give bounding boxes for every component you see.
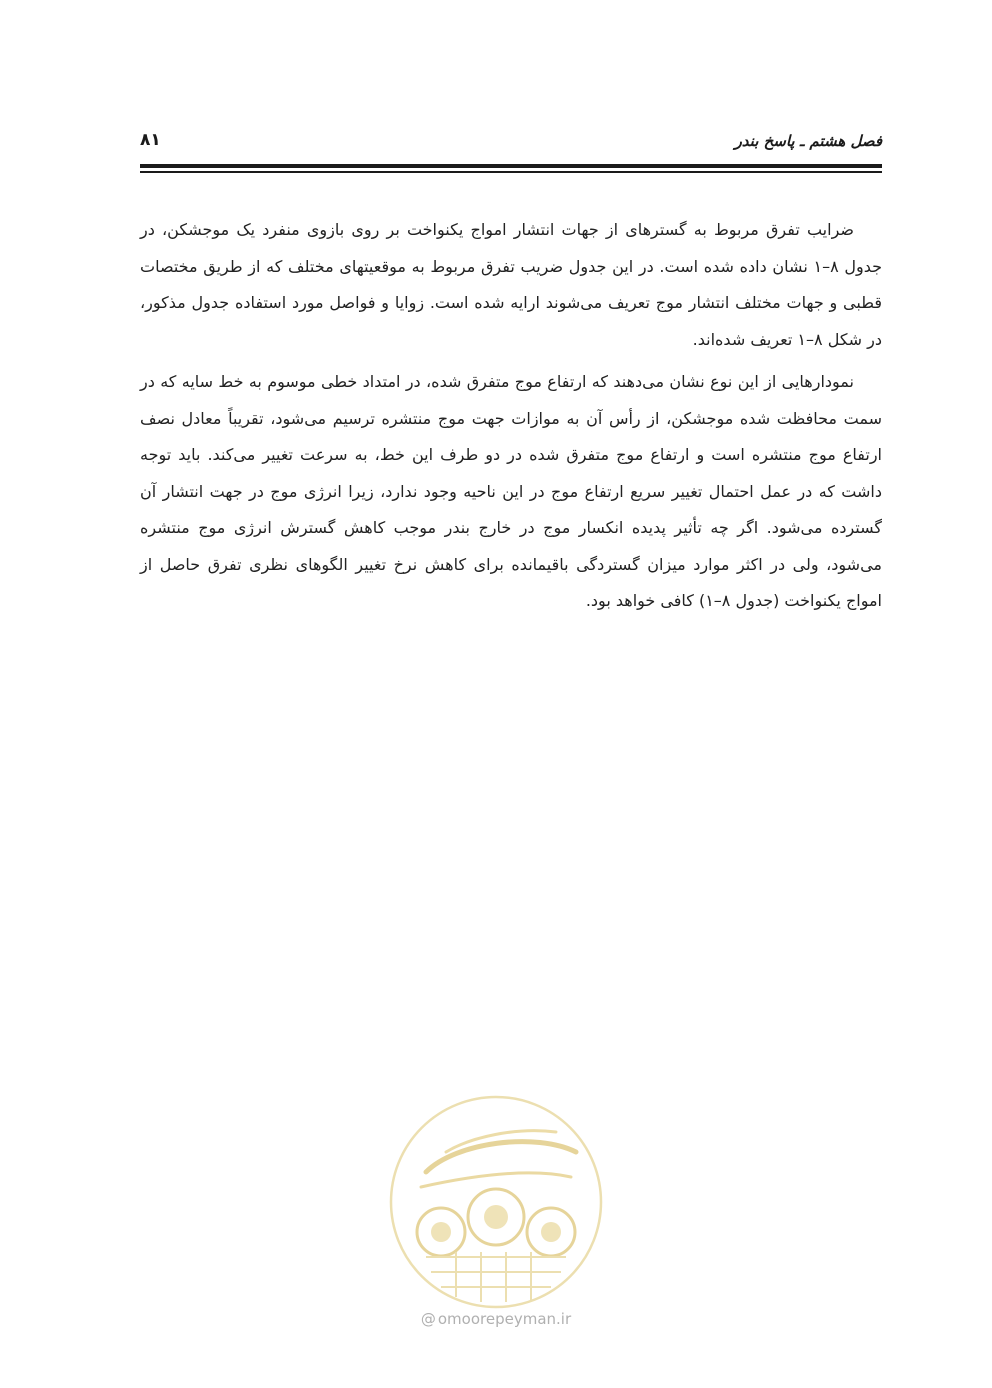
page-number: ۸۱: [140, 130, 161, 150]
watermark-url-text: omoorepeyman.ir: [437, 1310, 572, 1328]
body-text: [140, 212, 882, 626]
at-icon: @: [420, 1310, 436, 1328]
page-header: [140, 128, 882, 158]
paragraph-1: ضرایب تفرق مربوط به گسترهای از جهات انتشار امواج یکنواخت بر روی بازوی منفرد یک موجشکن، در جدول ۸–۱ نشان داده شده است. در این جدول ضریب تفرق مربوط به موقعیتهای مختلف که از طریق مختصات قطبی و جهات مختلف انتشار موج تعریف می‌شوند ارایه شده است. زوایا و فواصل مورد استفاده جدول مذکور، در شکل ۸–۱ تعریف شده‌اند.: [140, 220, 882, 349]
paragraph-2: نمودارهایی از این نوع نشان می‌دهند که ارتفاع موج متفرق شده، در امتداد خطی موسوم به خط سایه که در سمت محافظت شده موجشکن، از رأس آن به موازات جهت موج منتشره ترسیم می‌شود، تقریباً معادل نصف ارتفاع موج منتشره است و ارتفاع موج متفرق شده در دو طرف این خط، به سرعت تغییر می‌کند. باید توجه داشت که در عمل احتمال تغییر سریع ارتفاع موج در این ناحیه وجود ندارد، زیرا انرژی موج در جهت انتشار آن گسترده می‌شود. اگر چه تأثیر پدیده انکسار موج در خارج بندر موجب کاهش گسترش انرژی موج منتشره می‌شود، ولی در اکثر موارد میزان گستردگی باقیمانده برای کاهش نرخ تغییر الگوهای نظری تفرق حاصل از امواج یکنواخت (جدول ۸–۱) کافی خواهد بود.: [140, 372, 882, 610]
header-rule-thick: [140, 164, 882, 168]
chapter-title: فصل هشتم ـ پاسخ بندر: [734, 132, 882, 150]
header-rule-thin: [140, 171, 882, 173]
watermark-url: [380, 1310, 612, 1328]
watermark-logo: [386, 1092, 606, 1312]
